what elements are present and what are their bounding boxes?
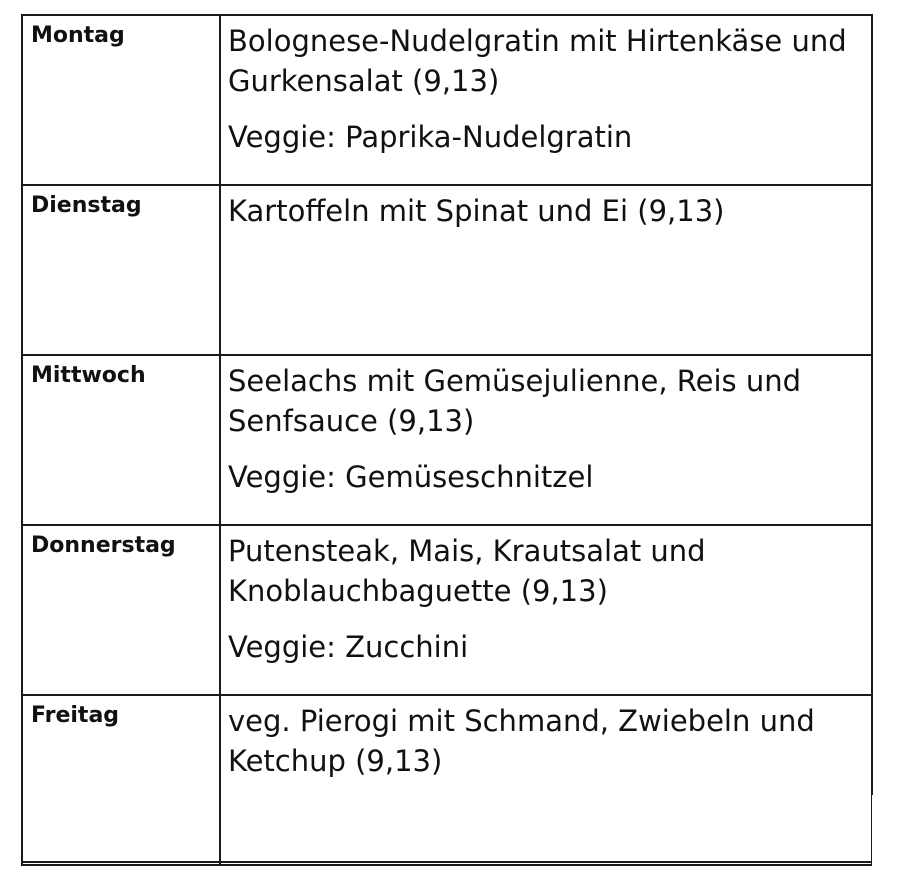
main-dish: Bolognese-Nudelgratin mit Hirtenkäse und Gurkensalat (9,13) <box>228 24 847 98</box>
dish-cell <box>220 15 872 185</box>
menu-row-freitag <box>22 695 872 865</box>
dish-cell <box>220 525 872 695</box>
main-dish: veg. Pierogi mit Schmand, Zwiebeln und Ketchup (9,13) <box>228 704 815 778</box>
menu-row-mittwoch <box>22 355 872 525</box>
day-label: Donnerstag <box>22 525 220 695</box>
menu-row-donnerstag <box>22 525 872 695</box>
main-dish: Putensteak, Mais, Krautsalat und Knoblauchbaguette (9,13) <box>228 534 706 608</box>
weekly-menu-table <box>21 14 873 866</box>
day-label: Dienstag <box>22 185 220 355</box>
cropped-right-edge <box>872 795 911 890</box>
day-label: Mittwoch <box>22 355 220 525</box>
dish-cell <box>220 185 872 355</box>
dish-cell <box>220 695 872 865</box>
day-label: Freitag <box>22 695 220 865</box>
veggie-dish: Veggie: Paprika-Nudelgratin <box>228 120 633 154</box>
veggie-dish: Veggie: Gemüseschnitzel <box>228 460 594 494</box>
menu-row-montag <box>22 15 872 185</box>
day-label: Montag <box>22 15 220 185</box>
veggie-dish: Veggie: Zucchini <box>228 630 469 664</box>
menu-row-dienstag <box>22 185 872 355</box>
table-bottom-border <box>21 861 871 863</box>
main-dish: Seelachs mit Gemüsejulienne, Reis und Senfsauce (9,13) <box>228 364 802 438</box>
main-dish: Kartoffeln mit Spinat und Ei (9,13) <box>228 194 725 228</box>
dish-cell <box>220 355 872 525</box>
